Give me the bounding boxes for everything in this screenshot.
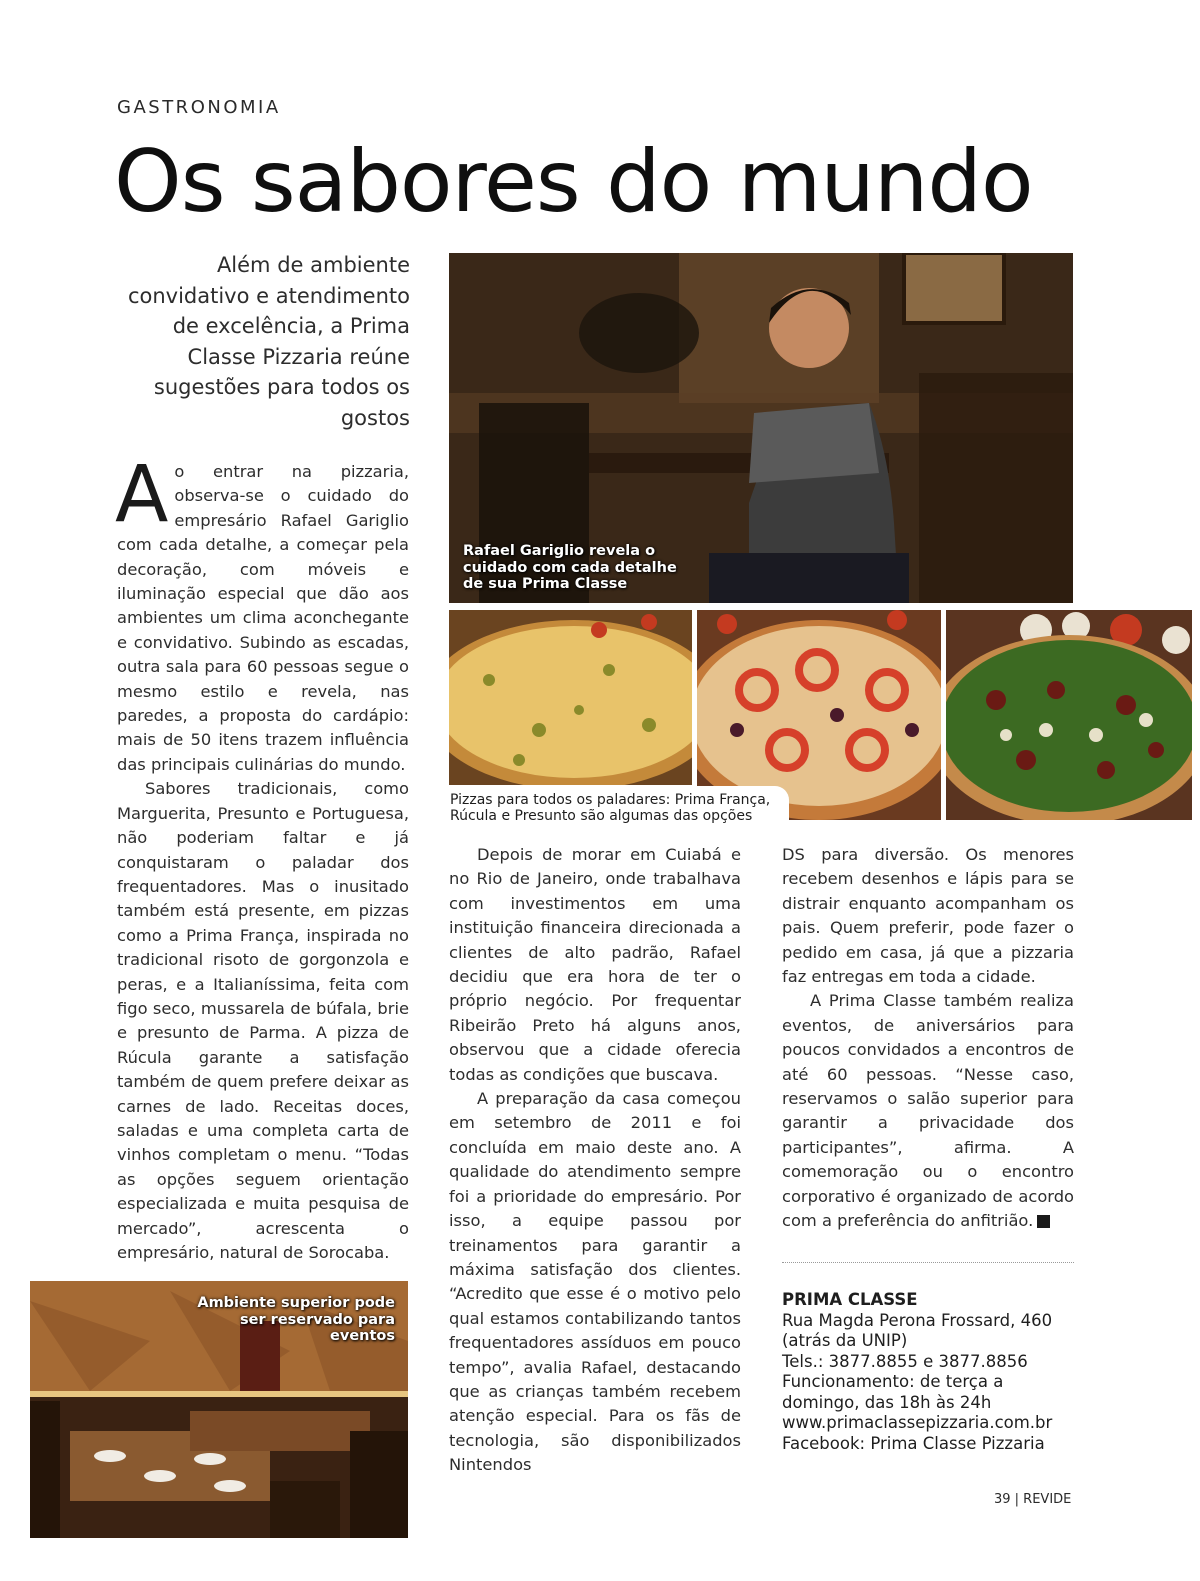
pizza-prima-franca-photo <box>449 610 692 785</box>
restaurant-address: Rua Magda Perona Frossard, 460 <box>782 1310 1053 1330</box>
pizza-rucula-photo <box>946 610 1192 820</box>
paragraph-6 <box>782 989 1074 1233</box>
upper-room-photo <box>30 1281 408 1538</box>
restaurant-hours-line-1: Funcionamento: de terça a <box>782 1372 1004 1391</box>
upper-room-caption: Ambiente superior pode ser reservado para eventos <box>197 1295 395 1344</box>
text-column-2 <box>449 843 741 1478</box>
article-title: Os sabores do mundo <box>114 132 1033 232</box>
pizza-prima-franca-illustration <box>449 610 692 785</box>
info-divider <box>782 1262 1074 1263</box>
paragraph-1 <box>115 450 409 777</box>
article-lede: Além de ambiente convidativo e atendimento de excelência, a Prima Classe Pizzaria reúne sugestões para todos os gostos <box>127 253 410 430</box>
revide-end-mark-icon: r <box>1037 1215 1050 1228</box>
restaurant-hours-line-2: domingo, das 18h às 24h <box>782 1392 992 1412</box>
restaurant-info-box <box>782 1290 1082 1454</box>
paragraph-4: A preparação da casa começou em setembro de 2011 e foi concluída em maio deste ano. A qualidade do atendimento sempre foi a prioridade do empresário. Por isso, a equipe passou por treinamentos para garantir a máxima satisfação dos clientes. “Acredito que esse é o motivo pelo qual estamos contabilizando tantos frequentadores assíduos em pouco tempo”, avalia Rafael, destacando que as crianças também recebem atenção especial. Para os fãs de tecnologia, são disponibilizados Nintendos <box>449 1089 741 1475</box>
page-footer: 39 | REVIDE <box>994 1492 1072 1507</box>
paragraph-2: Sabores tradicionais, como Marguerita, Presunto e Portuguesa, não poderiam faltar e já conquistaram o paladar dos frequentadores. Mas o inusitado também está presente, em pizzas como a Prima França, inspirada no tradicional risoto de gorgonzola e peras, e a Italianíssima, feita com figo seco, mussarela de búfala, brie e presunto de Parma. A pizza de Rúcula garante a satisfação também de quem prefere deixar as carnes de lado. Receitas doces, saladas e uma completa carta de vinhos completam o menu. “Todas as opções seguem orientação especializada e muita pesquisa de mercado”, acrescenta o empresário, natural de Sorocaba. <box>117 779 409 1262</box>
pizza-photos-caption: Pizzas para todos os paladares: Prima França, Rúcula e Presunto são algumas das opções <box>449 786 789 824</box>
pizza-rucula-illustration <box>946 610 1192 820</box>
text-column-3 <box>782 843 1074 1234</box>
section-label: GASTRONOMIA <box>117 97 281 118</box>
chef-photo-caption: Rafael Gariglio revela o cuidado com cada detalhe de sua Prima Classe <box>463 543 677 592</box>
paragraph-1-text: o entrar na pizzaria, observa-se o cuidado do empresário Rafael Gariglio com cada detalhe, a começar pela decoração, com móveis e iluminação especial que dão aos ambientes um clima aconchegante e convidativo. Subindo as escadas, outra sala para 60 pessoas segue o mesmo estilo e revela, nas paredes, a proposta do cardápio: mais de 50 itens trazem influência das principais culinárias do mundo. <box>117 462 409 774</box>
paragraph-5: DS para diversão. Os menores recebem desenhos e lápis para se distrair enquanto acompanham os pais. Quem preferir, pode fazer o pedido em casa, já que a pizzaria faz entregas em toda a cidade. <box>782 845 1074 987</box>
paragraph-6-text: A Prima Classe também realiza eventos, de aniversários para poucos convidados a encontros de até 60 pessoas. “Nesse caso, reservamos o salão superior para garantir a privacidade dos participantes”, afirma. A comemoração ou o encontro corporativo é organizado de acordo com a preferência do anfitrião. <box>782 991 1074 1231</box>
restaurant-name: PRIMA CLASSE <box>782 1290 918 1309</box>
paragraph-3: Depois de morar em Cuiabá e no Rio de Janeiro, onde trabalhava com investimentos em uma instituição financeira direcionada a clientes de alto padrão, Rafael decidiu que era hora de ter o próprio negócio. Por frequentar Ribeirão Preto há alguns anos, observou que a cidade oferecia todas as condições que buscava. <box>449 845 741 1084</box>
restaurant-address-note: (atrás da UNIP) <box>782 1331 908 1350</box>
chef-photo <box>449 253 1073 603</box>
restaurant-phones: Tels.: 3877.8855 e 3877.8856 <box>782 1351 1028 1371</box>
restaurant-website: www.primaclassepizzaria.com.br <box>782 1413 1053 1432</box>
text-column-1 <box>115 450 409 1265</box>
drop-cap: A <box>115 450 169 540</box>
restaurant-facebook: Facebook: Prima Classe Pizzaria <box>782 1433 1045 1453</box>
